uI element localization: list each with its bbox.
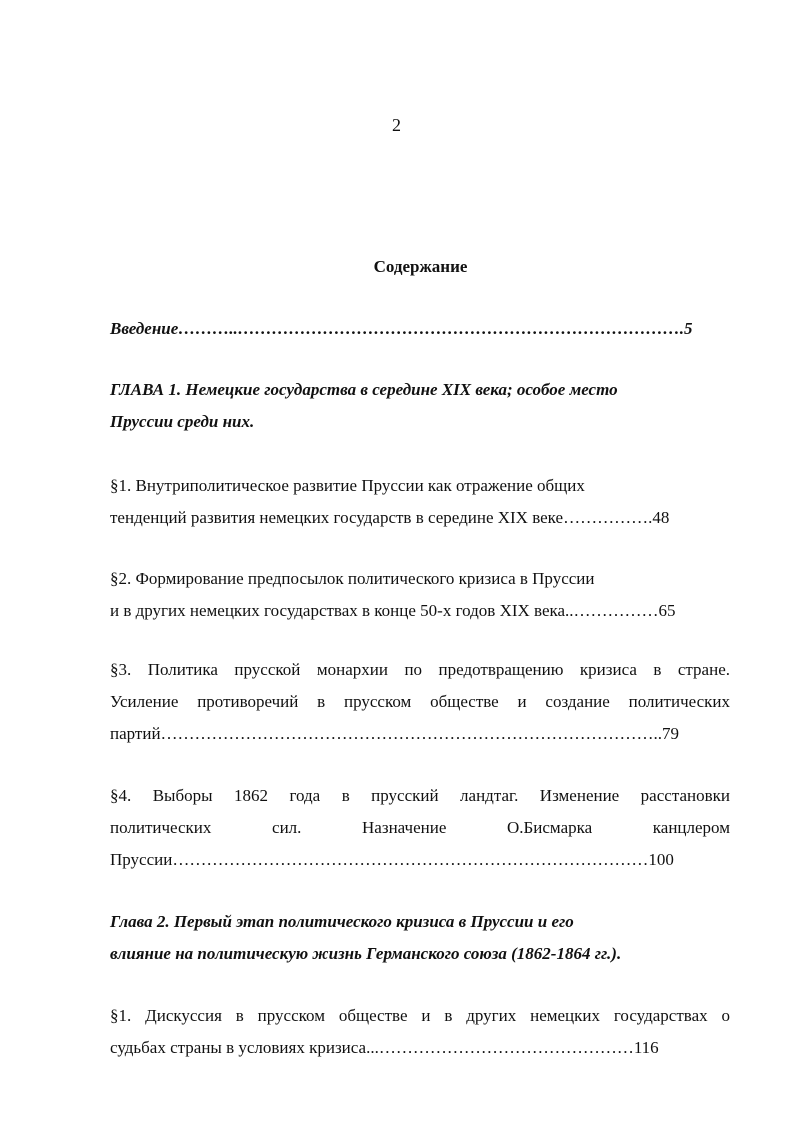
section-line: §4. Выборы 1862 года в прусский ландтаг. Изменение расстановки xyxy=(110,786,730,805)
section-line: §1. Внутриполитическое развитие Пруссии как отражение общих xyxy=(110,476,585,495)
section-line: Пруссии…………………………………………………………………………100 xyxy=(110,850,674,869)
section-line: и в других немецких государствах в конце 50-х годов XIX века..……………65 xyxy=(110,601,676,620)
chapter-heading-line: Пруссии среди них. xyxy=(110,412,255,431)
page-number: 2 xyxy=(392,115,401,135)
section-line: §3. Политика прусской монархии по предотвращению кризиса в стране. xyxy=(110,660,730,679)
toc-chapter-2-heading xyxy=(110,906,730,970)
section-line: судьбах страны в условиях кризиса...………………………………………116 xyxy=(110,1038,659,1057)
section-line: политических сил. Назначение О.Бисмарка канцлером xyxy=(110,818,730,837)
toc-chapter-1-section-1 xyxy=(110,470,730,534)
toc-entry-introduction xyxy=(110,313,730,345)
section-line: партий……………………………………………………………………………..79 xyxy=(110,724,680,743)
toc-chapter-1-section-3 xyxy=(110,654,730,750)
chapter-heading-line: Глава 2. Первый этап политического кризиса в Пруссии и его xyxy=(110,912,574,931)
section-line: Усиление противоречий в прусском обществе и создание политических xyxy=(110,692,730,711)
chapter-heading-line: ГЛАВА 1. Немецкие государства в середине XIX века; особое место xyxy=(110,380,618,399)
section-line: §2. Формирование предпосылок политического кризиса в Пруссии xyxy=(110,569,595,588)
toc-chapter-2-section-1 xyxy=(110,1000,730,1064)
chapter-heading-line: влияние на политическую жизнь Германского союза (1862-1864 гг.). xyxy=(110,944,622,963)
toc-entry-text: Введение………..…………………………………………………………………….5 xyxy=(110,319,693,338)
toc-chapter-1-section-2 xyxy=(110,563,730,627)
toc-chapter-1-heading xyxy=(110,374,730,438)
section-line: §1. Дискуссия в прусском обществе и в других немецких государствах о xyxy=(110,1006,730,1025)
toc-title: Содержание xyxy=(373,257,468,276)
section-line: тенденций развития немецких государств в середине XIX веке…………….48 xyxy=(110,508,670,527)
toc-chapter-1-section-4 xyxy=(110,780,730,876)
